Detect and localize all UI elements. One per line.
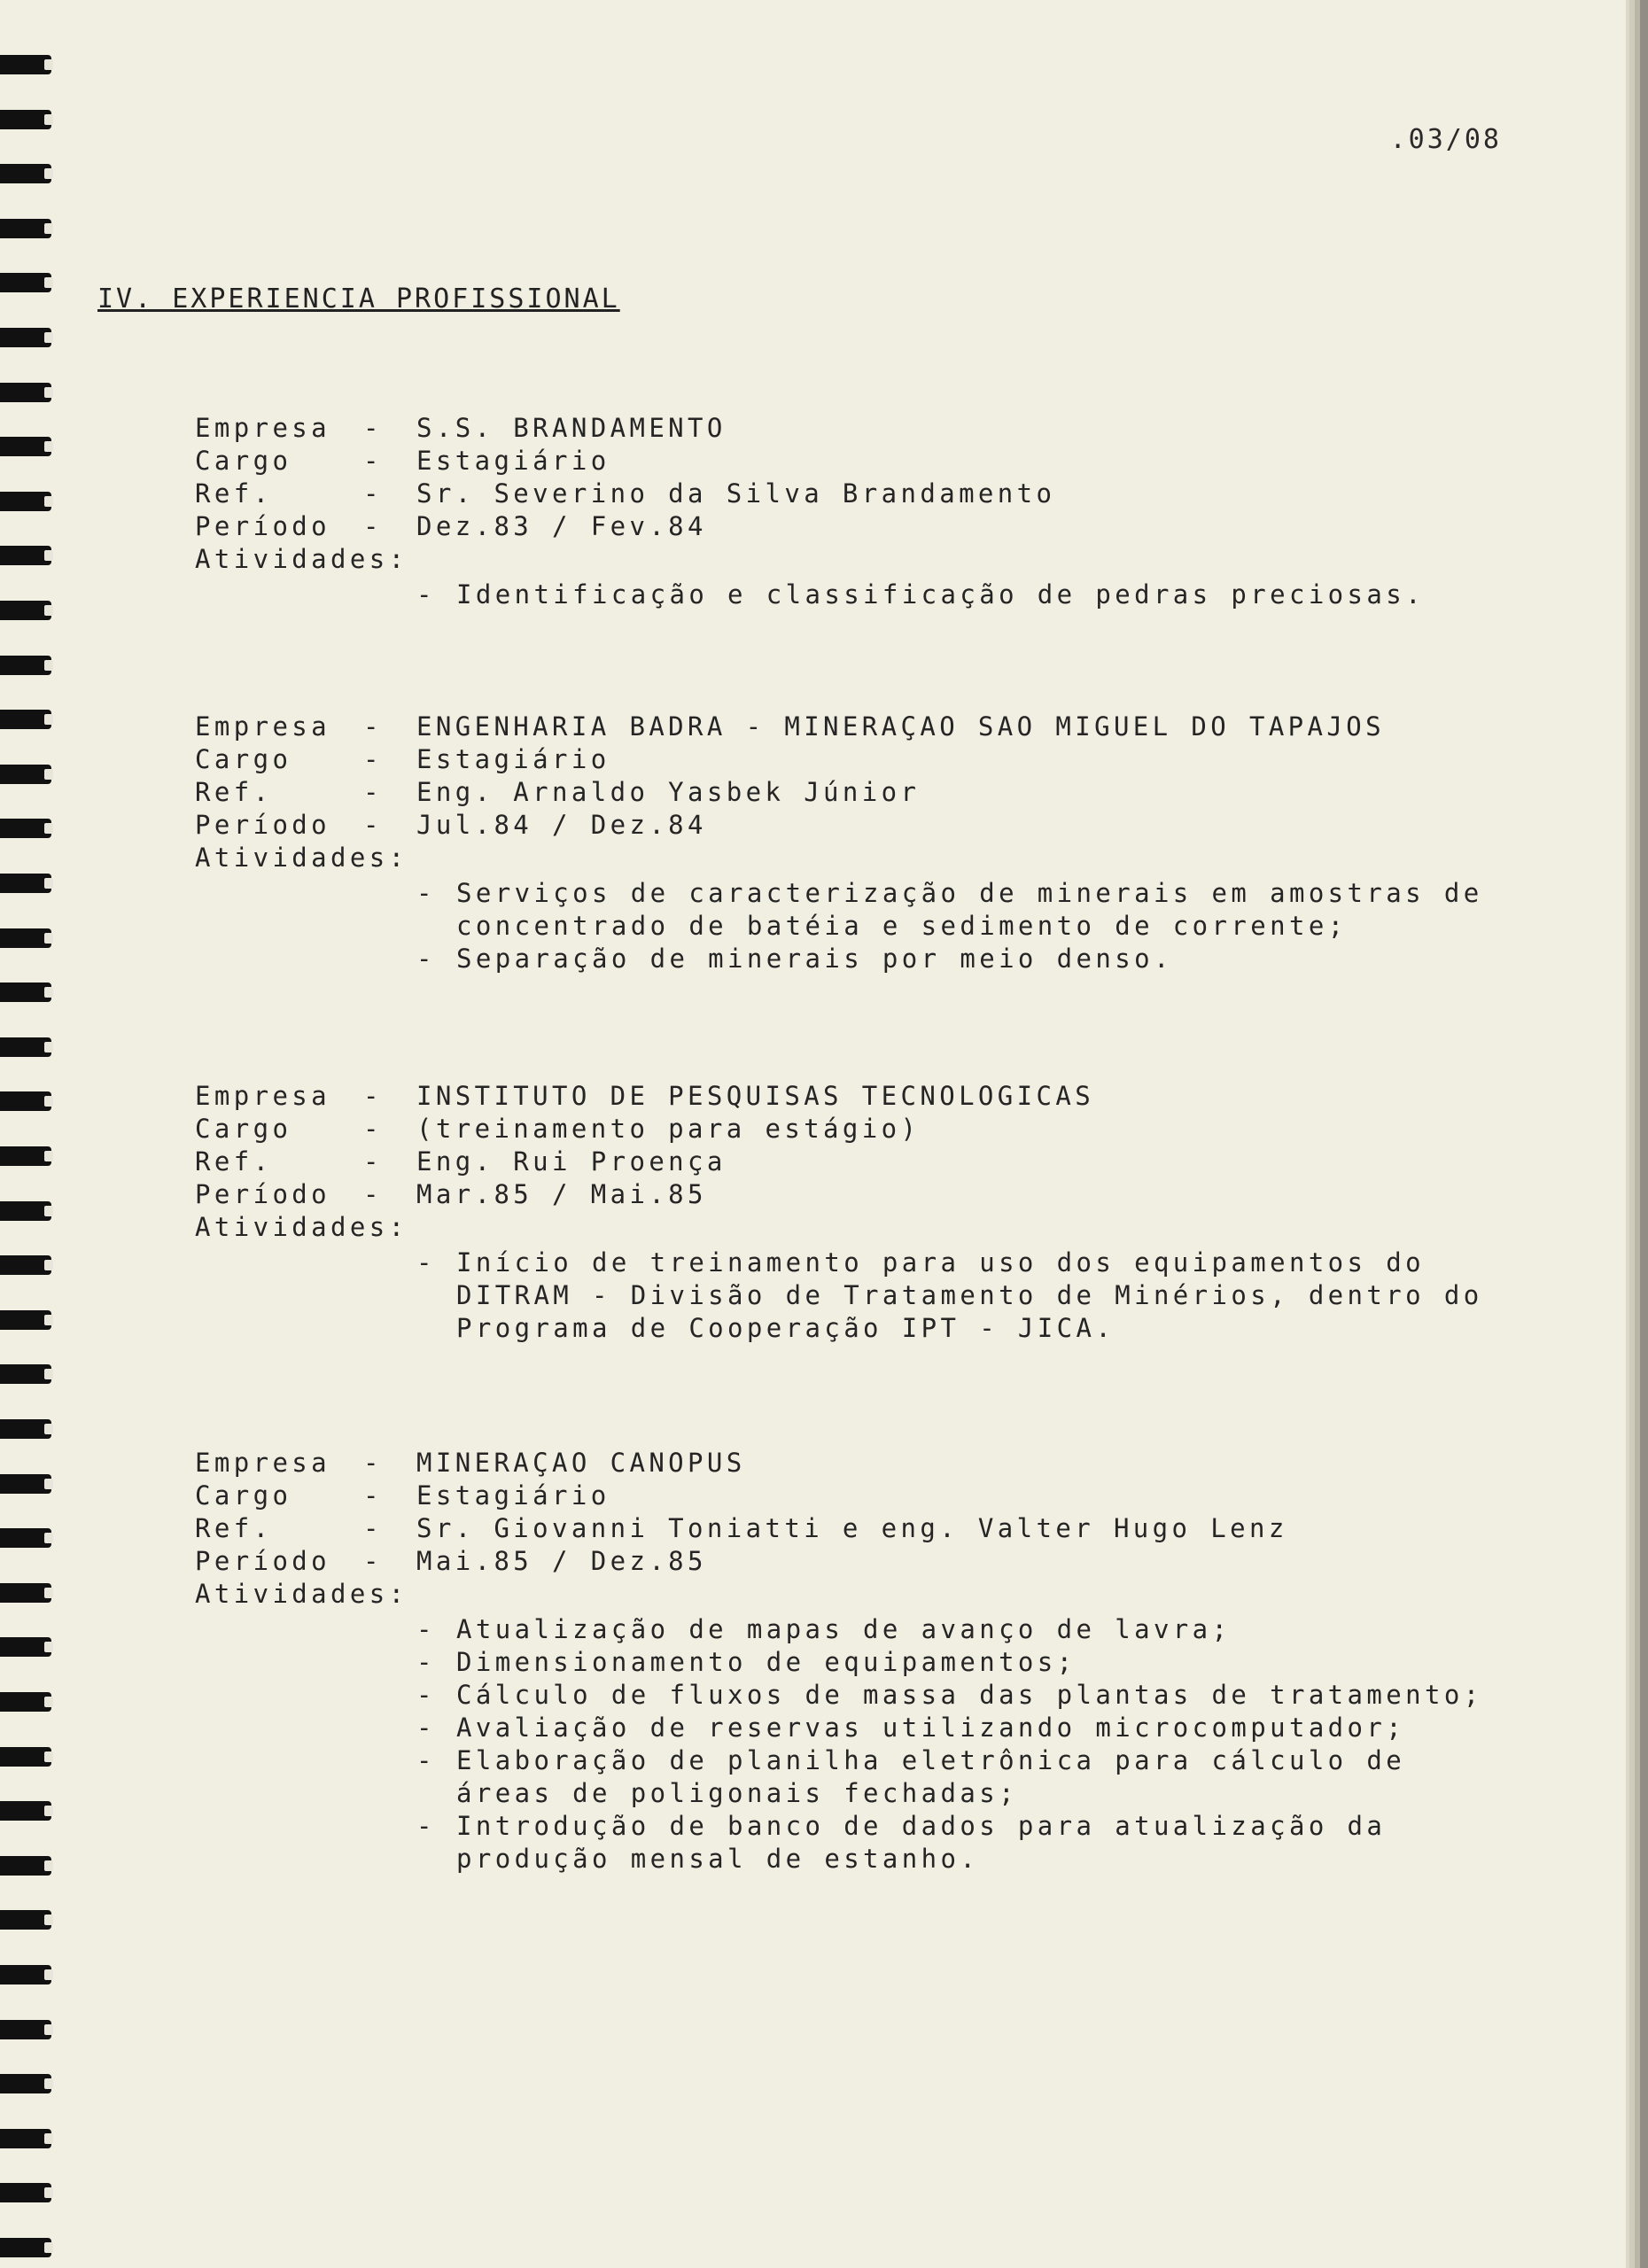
binding-ring (0, 1965, 51, 1984)
binding-ring (0, 874, 51, 893)
empresa-value: S.S. BRANDAMENTO (416, 413, 727, 443)
binding-ring (0, 1201, 51, 1221)
atividades-label: Atividades: (195, 1579, 408, 1609)
activity-item: - Início de treinamento para uso dos equipamentos do DITRAM - Divisão de Tratamento de Minérios, dentro do Programa de Cooperação IPT - JICA. (416, 1247, 1503, 1343)
separator: - (363, 711, 383, 742)
binding-ring (0, 1037, 51, 1057)
activity-item: - Introdução de banco de dados para atualização da produção mensal de estanho. (416, 1811, 1406, 1874)
experience-entry-2 (195, 711, 1502, 975)
binding-ring (0, 546, 51, 565)
binding-ring (0, 1364, 51, 1384)
binding-ring (0, 1692, 51, 1712)
separator: - (363, 1179, 383, 1209)
activity-item: - Dimensionamento de equipamentos; (416, 1647, 1077, 1677)
ref-label: Ref. (195, 1146, 273, 1177)
separator: - (363, 1081, 383, 1111)
spiral-binding (0, 0, 62, 2268)
cargo-value: Estagiário (416, 744, 610, 774)
ref-label: Ref. (195, 1513, 273, 1543)
periodo-value: Mar.85 / Mai.85 (416, 1179, 707, 1209)
activity-item: - Elaboração de planilha eletrônica para cálculo de áreas de poligonais fechadas; (416, 1745, 1425, 1808)
binding-ring (0, 1091, 51, 1111)
periodo-label: Período (195, 1546, 331, 1576)
experience-entry-1 (195, 412, 1502, 611)
binding-ring (0, 219, 51, 238)
empresa-value: ENGENHARIA BADRA - MINERAÇAO SAO MIGUEL DO TAPAJOS (416, 711, 1385, 742)
binding-ring (0, 1583, 51, 1603)
separator: - (363, 1546, 383, 1576)
separator: - (363, 511, 383, 541)
separator: - (363, 810, 383, 840)
binding-ring (0, 1747, 51, 1767)
periodo-value: Dez.83 / Fev.84 (416, 511, 707, 541)
activity-item: - Separação de minerais por meio denso. (416, 944, 1173, 974)
separator: - (363, 1513, 383, 1543)
separator: - (363, 446, 383, 476)
activity-item: - Identificação e classificação de pedras preciosas. (416, 579, 1425, 610)
cargo-label: Cargo (195, 1114, 292, 1144)
atividades-label: Atividades: (195, 843, 408, 873)
page-number: .03/08 (1389, 124, 1502, 155)
binding-ring (0, 492, 51, 511)
binding-ring (0, 328, 51, 347)
binding-ring (0, 164, 51, 183)
empresa-value: INSTITUTO DE PESQUISAS TECNOLOGICAS (416, 1081, 1095, 1111)
ref-value: Eng. Rui Proença (416, 1146, 727, 1177)
separator: - (363, 1146, 383, 1177)
binding-ring (0, 2129, 51, 2148)
binding-ring (0, 1310, 51, 1330)
binding-ring (0, 1474, 51, 1494)
binding-ring (0, 983, 51, 1002)
separator: - (363, 478, 383, 509)
binding-ring (0, 110, 51, 129)
empresa-label: Empresa (195, 1448, 331, 1478)
cargo-value: (treinamento para estágio) (416, 1114, 921, 1144)
binding-ring (0, 1146, 51, 1166)
binding-ring (0, 710, 51, 729)
periodo-label: Período (195, 1179, 331, 1209)
experience-entry-4 (195, 1447, 1502, 1876)
binding-ring (0, 1255, 51, 1275)
binding-ring (0, 437, 51, 456)
separator: - (363, 413, 383, 443)
binding-ring (0, 2238, 51, 2257)
periodo-value: Mai.85 / Dez.85 (416, 1546, 707, 1576)
separator: - (363, 1480, 383, 1511)
activity-item: - Cálculo de fluxos de massa das plantas de tratamento; (416, 1680, 1483, 1710)
binding-ring (0, 765, 51, 784)
binding-ring (0, 1910, 51, 1930)
ref-value: Eng. Arnaldo Yasbek Júnior (416, 777, 921, 807)
ref-label: Ref. (195, 478, 273, 509)
activity-item: - Atualização de mapas de avanço de lavra; (416, 1614, 1232, 1644)
binding-ring (0, 2074, 51, 2093)
atividades-label: Atividades: (195, 1212, 408, 1242)
activity-item: - Serviços de caracterização de minerais em amostras de concentrado de batéia e sedimento de corrente; (416, 878, 1503, 941)
binding-ring (0, 1856, 51, 1876)
periodo-value: Jul.84 / Dez.84 (416, 810, 707, 840)
empresa-label: Empresa (195, 711, 331, 742)
binding-ring (0, 1801, 51, 1821)
separator: - (363, 744, 383, 774)
empresa-label: Empresa (195, 413, 331, 443)
separator: - (363, 1448, 383, 1478)
binding-ring (0, 2183, 51, 2202)
periodo-label: Período (195, 511, 331, 541)
ref-value: Sr. Giovanni Toniatti e eng. Valter Hugo Lenz (416, 1513, 1288, 1543)
experience-entry-3 (195, 1080, 1502, 1345)
binding-ring (0, 2020, 51, 2039)
binding-ring (0, 1528, 51, 1548)
binding-ring (0, 1637, 51, 1657)
binding-ring (0, 601, 51, 620)
cargo-label: Cargo (195, 744, 292, 774)
cargo-label: Cargo (195, 446, 292, 476)
activity-item: - Avaliação de reservas utilizando microcomputador; (416, 1713, 1406, 1743)
binding-ring (0, 55, 51, 74)
separator: - (363, 1114, 383, 1144)
separator: - (363, 777, 383, 807)
cargo-value: Estagiário (416, 446, 610, 476)
empresa-value: MINERAÇAO CANOPUS (416, 1448, 746, 1478)
cargo-value: Estagiário (416, 1480, 610, 1511)
cargo-label: Cargo (195, 1480, 292, 1511)
ref-value: Sr. Severino da Silva Brandamento (416, 478, 1056, 509)
binding-ring (0, 1419, 51, 1439)
binding-ring (0, 928, 51, 948)
binding-ring (0, 819, 51, 838)
binding-ring (0, 273, 51, 292)
periodo-label: Período (195, 810, 331, 840)
ref-label: Ref. (195, 777, 273, 807)
atividades-label: Atividades: (195, 544, 408, 574)
empresa-label: Empresa (195, 1081, 331, 1111)
binding-ring (0, 383, 51, 402)
section-heading: IV. EXPERIENCIA PROFISSIONAL (97, 284, 620, 315)
binding-ring (0, 656, 51, 675)
